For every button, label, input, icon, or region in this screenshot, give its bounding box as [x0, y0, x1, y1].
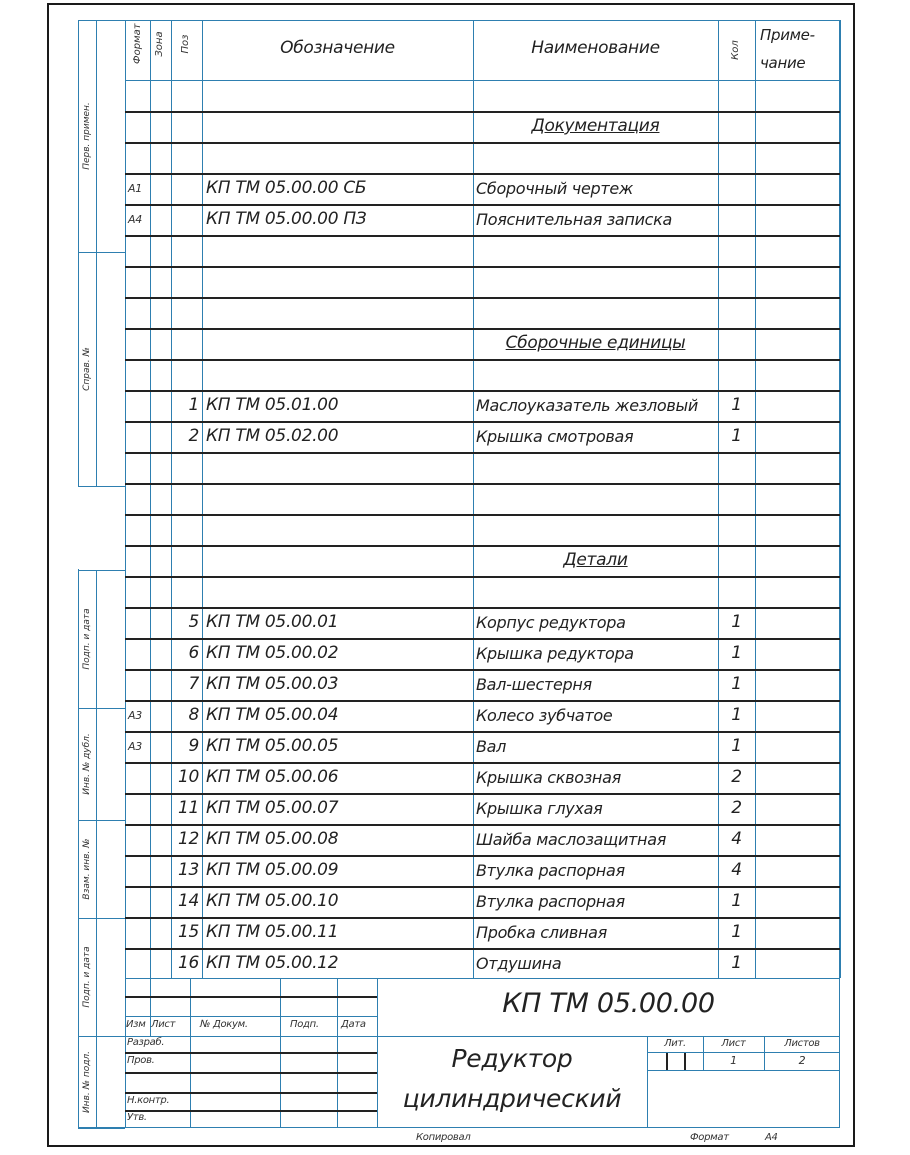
row-pos: 14: [177, 891, 199, 911]
row-qty: 1: [731, 705, 742, 725]
row-designation: КП ТМ 05.00.07: [206, 798, 339, 818]
row-designation: КП ТМ 05.02.00: [206, 426, 339, 446]
title-header-ndokum: № Докум.: [200, 1019, 248, 1030]
header-qty: Кол: [730, 40, 741, 60]
title-row-line: [125, 1110, 377, 1112]
title-row-line: [125, 1092, 377, 1094]
title-col-line: [337, 1036, 338, 1128]
header-name: Наименование: [531, 38, 660, 58]
title-row-line: [647, 1070, 840, 1071]
row-format: А4: [128, 213, 142, 226]
section-heading: Сборочные единицы: [505, 333, 686, 353]
table-row: [125, 359, 840, 390]
title-row-line: [125, 1016, 377, 1017]
row-name: Отдушина: [476, 954, 562, 973]
row-qty: 1: [731, 395, 742, 415]
document-title-line1: Редуктор: [451, 1044, 573, 1073]
role-utv: Утв.: [127, 1112, 147, 1123]
document-title-line2: цилиндрический: [402, 1084, 622, 1113]
row-pos: 8: [188, 705, 199, 725]
title-col-line: [280, 1036, 281, 1128]
row-qty: 2: [731, 767, 742, 787]
row-designation: КП ТМ 05.00.06: [206, 767, 339, 787]
header-zone: Зона: [154, 31, 165, 57]
row-name: Крышка сквозная: [476, 768, 621, 787]
row-name: Втулка распорная: [476, 892, 625, 911]
row-qty: 1: [731, 922, 742, 942]
sheets-value: 2: [798, 1054, 806, 1067]
margin-divider: [96, 20, 97, 486]
header-note-line2: чание: [760, 54, 806, 72]
lit-cell-divider: [666, 1053, 668, 1070]
table-row: [125, 483, 840, 514]
table-row: [125, 266, 840, 297]
row-designation: КП ТМ 05.01.00: [206, 395, 339, 415]
row-designation: КП ТМ 05.00.03: [206, 674, 339, 694]
title-row-line: [125, 1072, 377, 1074]
row-qty: 1: [731, 426, 742, 446]
header-designation: Обозначение: [280, 38, 395, 58]
row-pos: 2: [188, 426, 199, 446]
row-designation: КП ТМ 05.00.05: [206, 736, 339, 756]
row-qty: 1: [731, 953, 742, 973]
lit-cell-divider: [684, 1053, 686, 1070]
table-row: [125, 297, 840, 328]
column-line: [840, 20, 841, 978]
title-col-line: [280, 978, 281, 1036]
row-name: Крышка редуктора: [476, 644, 634, 663]
row-designation: КП ТМ 05.00.01: [206, 612, 339, 632]
row-pos: 6: [188, 643, 199, 663]
table-row: [125, 142, 840, 173]
row-name: Крышка глухая: [476, 799, 603, 818]
row-name: Маслоуказатель жезловый: [476, 396, 698, 415]
row-pos: 9: [188, 736, 199, 756]
title-header-izm: Изм: [126, 1019, 146, 1030]
sheets-label: Листов: [784, 1038, 820, 1049]
row-qty: 2: [731, 798, 742, 818]
row-pos: 13: [177, 860, 199, 880]
row-designation: КП ТМ 05.00.00 ПЗ: [206, 209, 367, 229]
margin-separator: [78, 1128, 125, 1129]
row-designation: КП ТМ 05.00.08: [206, 829, 339, 849]
row-designation: КП ТМ 05.00.00 СБ: [206, 178, 367, 198]
row-qty: 1: [731, 674, 742, 694]
row-name: Вал-шестерня: [476, 675, 592, 694]
row-qty: 1: [731, 736, 742, 756]
row-pos: 10: [177, 767, 199, 787]
row-designation: КП ТМ 05.00.12: [206, 953, 339, 973]
format-label: Формат: [690, 1132, 729, 1143]
margin-border: [78, 570, 79, 1128]
row-designation: КП ТМ 05.00.04: [206, 705, 339, 725]
row-name: Пробка сливная: [476, 923, 607, 942]
header-pos: Поз: [180, 34, 191, 54]
row-pos: 16: [177, 953, 199, 973]
row-designation: КП ТМ 05.00.10: [206, 891, 339, 911]
margin-label: Справ. №: [82, 347, 92, 391]
role-prov: Пров.: [127, 1055, 155, 1066]
title-row-line: [647, 1052, 840, 1053]
margin-label: Подп. и дата: [82, 608, 92, 670]
format-value: А4: [765, 1132, 778, 1143]
row-name: Крышка смотровая: [476, 427, 634, 446]
row-qty: 4: [731, 829, 742, 849]
row-name: Пояснительная записка: [476, 210, 673, 229]
title-header-list: Лист: [151, 1019, 176, 1030]
row-pos: 11: [177, 798, 199, 818]
row-format: А3: [128, 709, 142, 722]
row-name: Корпус редуктора: [476, 613, 626, 632]
row-pos: 7: [188, 674, 199, 694]
row-name: Колесо зубчатое: [476, 706, 613, 725]
sheet-value: 1: [730, 1054, 737, 1067]
table-row: [125, 80, 840, 111]
margin-separator: [78, 486, 125, 487]
margin-label: Инв. № подл.: [82, 1050, 92, 1114]
role-nkontr: Н.контр.: [127, 1095, 170, 1106]
row-pos: 12: [177, 829, 199, 849]
row-designation: КП ТМ 05.00.02: [206, 643, 339, 663]
row-name: Втулка распорная: [476, 861, 625, 880]
row-pos: 1: [188, 395, 199, 415]
title-col-line: [337, 978, 338, 1036]
margin-label: Перв. примен.: [82, 102, 92, 170]
row-pos: 15: [177, 922, 199, 942]
row-qty: 1: [731, 643, 742, 663]
row-format: А3: [128, 740, 142, 753]
section-heading: Детали: [563, 550, 628, 570]
sheet-label: Лист: [721, 1038, 746, 1049]
title-row-line: [125, 1052, 377, 1054]
row-designation: КП ТМ 05.00.11: [206, 922, 339, 942]
row-pos: 5: [188, 612, 199, 632]
row-name: Шайба маслозащитная: [476, 830, 667, 849]
header-format: Формат: [132, 23, 143, 64]
margin-border: [78, 20, 79, 487]
row-format: А1: [128, 182, 142, 195]
title-col-line: [190, 1036, 191, 1128]
title-row-line: [125, 1036, 840, 1037]
row-qty: 1: [731, 612, 742, 632]
title-header-podp: Подп.: [290, 1019, 319, 1030]
table-row: [125, 235, 840, 266]
header-note-line1: Приме-: [760, 26, 815, 44]
table-row: [125, 576, 840, 607]
row-qty: 4: [731, 860, 742, 880]
table-row: [125, 452, 840, 483]
margin-divider: [96, 570, 97, 1128]
copied-label: Копировал: [416, 1132, 471, 1143]
row-name: Сборочный чертеж: [476, 179, 634, 198]
title-row-line: [125, 996, 377, 998]
title-header-data: Дата: [341, 1019, 366, 1030]
section-heading: Документация: [531, 116, 660, 136]
margin-label: Взам. инв. №: [82, 838, 92, 900]
margin-gap: [77, 487, 124, 569]
role-razrab: Разраб.: [127, 1037, 165, 1048]
row-name: Вал: [476, 737, 507, 756]
document-code: КП ТМ 05.00.00: [502, 988, 715, 1019]
lit-label: Лит.: [664, 1038, 686, 1049]
margin-label: Подп. и дата: [82, 946, 92, 1008]
title-col-line: [190, 978, 191, 1036]
row-qty: 1: [731, 891, 742, 911]
row-designation: КП ТМ 05.00.09: [206, 860, 339, 880]
table-row: [125, 514, 840, 545]
margin-label: Инв. № дубл.: [82, 733, 92, 795]
title-col-line: [647, 1036, 648, 1128]
